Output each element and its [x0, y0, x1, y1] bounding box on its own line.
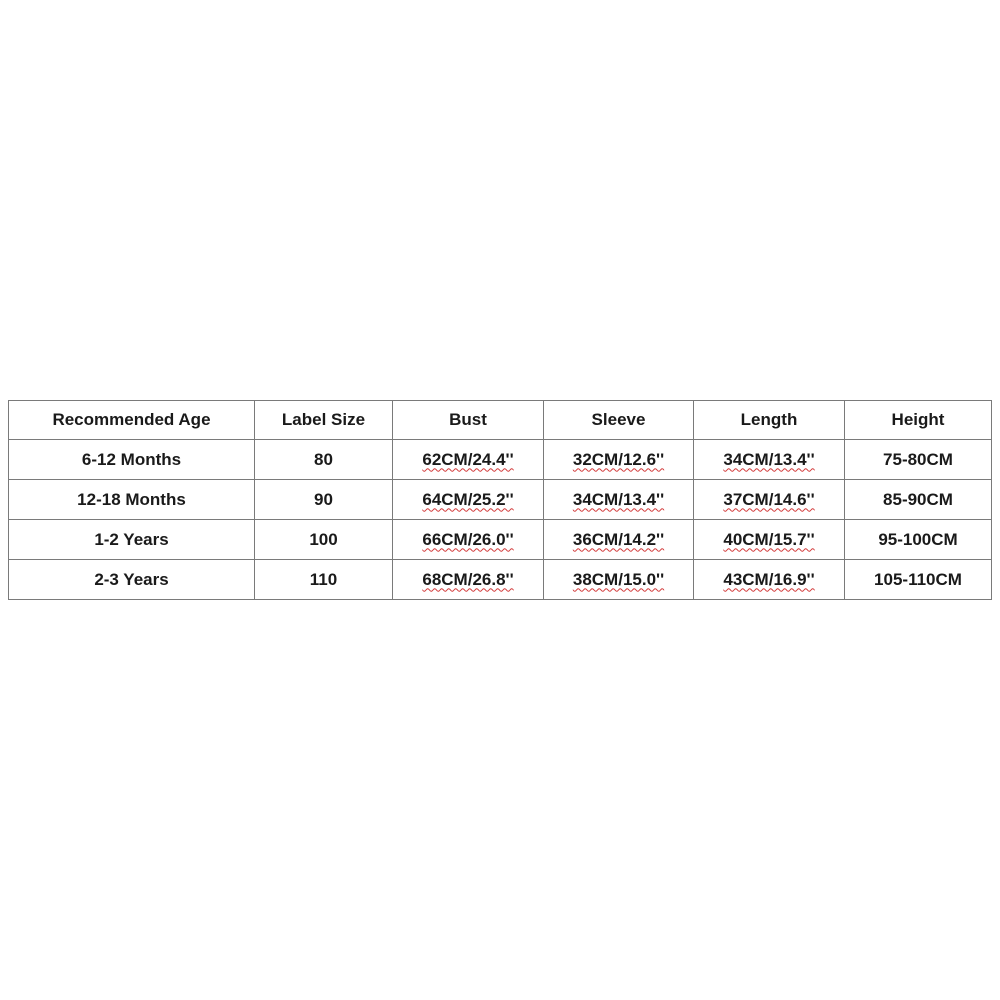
cell-length-value: 40CM/15.7'' — [723, 529, 815, 549]
cell-bust-value: 66CM/26.0'' — [422, 529, 514, 549]
cell-age: 2-3 Years — [9, 560, 255, 600]
cell-sleeve-value: 32CM/12.6'' — [572, 449, 665, 469]
cell-length — [694, 560, 845, 600]
header-row — [9, 401, 992, 440]
cell-label-size: 80 — [255, 440, 393, 480]
cell-height: 105-110CM — [845, 560, 992, 600]
cell-label-size: 90 — [255, 480, 393, 520]
header-height: Height — [845, 401, 992, 440]
header-bust: Bust — [393, 401, 544, 440]
cell-sleeve-value: 34CM/13.4'' — [572, 489, 665, 509]
cell-length — [694, 480, 845, 520]
cell-height: 95-100CM — [845, 520, 992, 560]
cell-bust — [393, 520, 544, 560]
cell-bust-value: 64CM/25.2'' — [422, 489, 514, 509]
cell-height: 75-80CM — [845, 440, 992, 480]
table-row — [9, 520, 992, 560]
cell-sleeve — [544, 560, 694, 600]
header-recommended-age: Recommended Age — [9, 401, 255, 440]
cell-age: 6-12 Months — [9, 440, 255, 480]
cell-height: 85-90CM — [845, 480, 992, 520]
cell-length — [694, 440, 845, 480]
cell-bust — [393, 480, 544, 520]
table-row — [9, 480, 992, 520]
cell-length — [694, 520, 845, 560]
cell-bust-value: 68CM/26.8'' — [422, 569, 514, 589]
cell-label-size: 100 — [255, 520, 393, 560]
header-length: Length — [694, 401, 845, 440]
cell-age: 12-18 Months — [9, 480, 255, 520]
cell-sleeve — [544, 480, 694, 520]
table-row — [9, 560, 992, 600]
cell-label-size: 110 — [255, 560, 393, 600]
cell-length-value: 43CM/16.9'' — [723, 569, 815, 589]
cell-sleeve — [544, 520, 694, 560]
cell-length-value: 34CM/13.4'' — [723, 449, 815, 469]
cell-bust — [393, 560, 544, 600]
table-row — [9, 440, 992, 480]
cell-bust — [393, 440, 544, 480]
cell-age: 1-2 Years — [9, 520, 255, 560]
header-sleeve: Sleeve — [544, 401, 694, 440]
cell-bust-value: 62CM/24.4'' — [422, 449, 514, 469]
cell-sleeve — [544, 440, 694, 480]
cell-length-value: 37CM/14.6'' — [723, 489, 815, 509]
cell-sleeve-value: 36CM/14.2'' — [572, 529, 665, 549]
size-chart-table — [8, 400, 992, 600]
header-label-size: Label Size — [255, 401, 393, 440]
cell-sleeve-value: 38CM/15.0'' — [572, 569, 665, 589]
